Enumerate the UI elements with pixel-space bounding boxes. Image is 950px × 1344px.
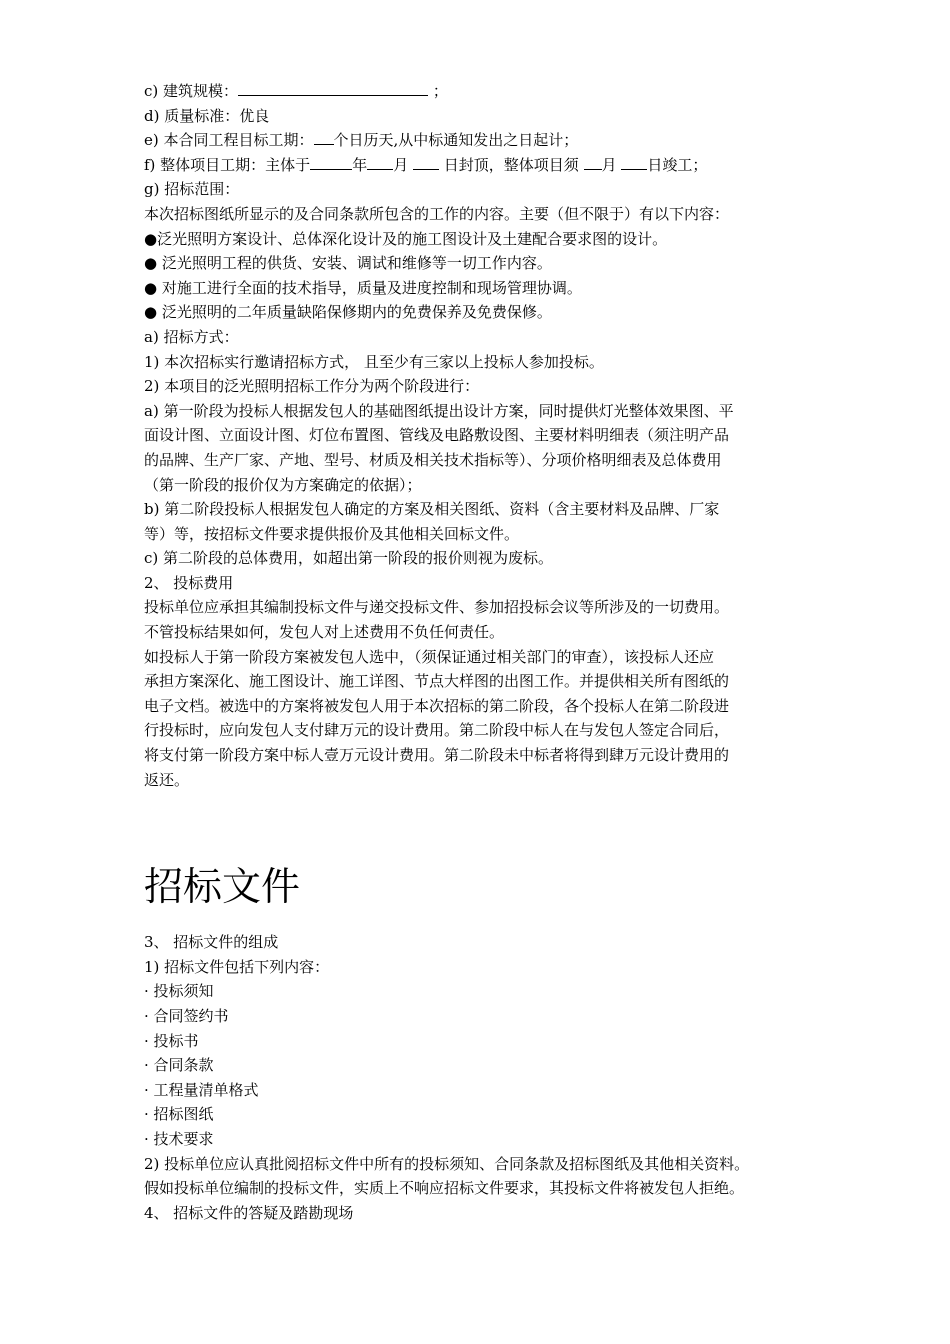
section-2-paragraph-line: 投标单位应承担其编制投标文件与递交投标文件、参加招投标会议等所涉及的一切费用。 (144, 598, 730, 617)
section-2-paragraph-line: 行投标时，应向发包人支付肆万元的设计费用。第二阶段中标人在与发包人签定合同后， (144, 721, 730, 740)
section-2-paragraph-line: 返还。 (144, 770, 190, 789)
day-blank (413, 155, 439, 170)
year-blank (310, 155, 352, 170)
stage-a-line: （第一阶段的报价仅为方案确定的依据）； (144, 475, 422, 494)
method-item-2: 2) 本项目的泛光照明招标工作分为两个阶段进行： (144, 377, 480, 396)
month-blank (367, 155, 393, 170)
quality-line: d) 质量标准：优良 (144, 106, 270, 125)
section-3-intro: 1) 招标文件包括下列内容： (144, 957, 330, 976)
stage-a-line: a) 第一阶段为投标人根据发包人的基础图纸提出设计方案，同时提供灯光整体效果图、平 (144, 401, 734, 420)
year-text: 年 (352, 155, 368, 174)
scale-blank (238, 81, 428, 96)
document-list-item: · 合同签约书 (144, 1007, 229, 1025)
stage-c-line: c) 第二阶段的总体费用，如超出第一阶段的报价则视为废标。 (144, 549, 554, 568)
scale-line (144, 79, 824, 104)
bullet-item: ● 泛光照明工程的供货、安装、调试和维修等一切工作内容。 (144, 254, 552, 273)
section-2-title: 2、 投标费用 (144, 573, 234, 592)
section-2-paragraph-line: 承担方案深化、施工图设计、施工详图、节点大样图的出图工作。并提供相关所有图纸的 (144, 672, 730, 691)
method-title: a) 招标方式： (144, 327, 239, 346)
section-2-paragraph-line: 将支付第一阶段方案中标人壹万元设计费用。第二阶段未中标者将得到肆万元设计费用的 (144, 746, 730, 765)
period-label: e) 本合同工程目标工期： (144, 131, 314, 150)
day2-blank (621, 155, 647, 170)
month2-blank (584, 155, 602, 170)
document-page (144, 79, 824, 1225)
bullet-item: ●泛光照明方案设计、总体深化设计及的施工图设计及土建配合要求图的设计。 (144, 229, 668, 248)
document-list-item: · 合同条款 (144, 1056, 214, 1075)
period-blank (314, 130, 334, 145)
period-text: 个日历天,从中标通知发出之日起计； (333, 131, 579, 150)
overall-period-line (144, 153, 824, 178)
document-list-item: · 技术要求 (144, 1129, 214, 1148)
topping-text: 日封顶，整体项目须 (443, 155, 579, 174)
bullet-item: ● 对施工进行全面的技术指导，质量及进度控制和现场管理协调。 (144, 278, 582, 297)
stage-a-line: 面设计图、立面设计图、灯位布置图、管线及电路敷设图、主要材料明细表（须注明产品 (144, 426, 730, 445)
section-3-paragraph-line: 假如投标单位编制的投标文件，实质上不响应招标文件要求，其投标文件将被发包人拒绝。 (144, 1179, 745, 1198)
section-3-title: 3、 招标文件的组成 (144, 933, 279, 952)
section-4-title: 4、 招标文件的答疑及踏勘现场 (144, 1203, 354, 1222)
section-2-paragraph-line: 不管投标结果如何，发包人对上述费用不负任何责任。 (144, 623, 505, 642)
section-3-paragraph-line: 2) 投标单位应认真批阅招标文件中所有的投标须知、合同条款及招标图纸及其他相关资料。 (144, 1154, 750, 1173)
section-heading: 招标文件 (144, 865, 301, 911)
period-line (144, 128, 824, 153)
document-list-item: · 投标须知 (144, 982, 214, 1001)
document-list-item: · 投标书 (144, 1031, 199, 1050)
stage-b-line: b) 第二阶段投标人根据发包人确定的方案及相关图纸、资料（含主要材料及品牌、厂家 (144, 500, 720, 519)
spacer (144, 792, 824, 846)
scale-end: ； (432, 82, 448, 100)
method-item-1: 1) 本次招标实行邀请招标方式， 且至少有三家以上投标人参加投标。 (144, 352, 604, 371)
document-list-item: · 招标图纸 (144, 1105, 214, 1124)
section-2-paragraph-line: 电子文档。被选中的方案将被发包人用于本次招标的第二阶段，各个投标人在第二阶段进 (144, 696, 730, 715)
completion-text: 日竣工； (647, 155, 708, 174)
scale-label: c) 建筑规模： (144, 82, 239, 100)
document-list-item: · 工程量清单格式 (144, 1080, 259, 1099)
overall-period-label: f) 整体项目工期：主体于 (144, 155, 311, 174)
scope-intro: 本次招标图纸所显示的及合同条款所包含的工作的内容。主要（但不限于）有以下内容： (144, 204, 730, 223)
stage-b-line: 等）等，按招标文件要求提供报价及其他相关回标文件。 (144, 524, 520, 543)
bullet-item: ● 泛光照明的二年质量缺陷保修期内的免费保养及免费保修。 (144, 303, 552, 322)
stage-a-line: 的品牌、生产厂家、产地、型号、材质及相关技术指标等）、分项价格明细表及总体费用 (144, 450, 722, 469)
month-text: 月 (393, 155, 409, 174)
scope-title: g) 招标范围： (144, 180, 240, 199)
month2-text: 月 (601, 155, 617, 174)
section-2-paragraph-line: 如投标人于第一阶段方案被发包人选中，（须保证通过相关部门的审查），该投标人还应 (144, 647, 715, 666)
